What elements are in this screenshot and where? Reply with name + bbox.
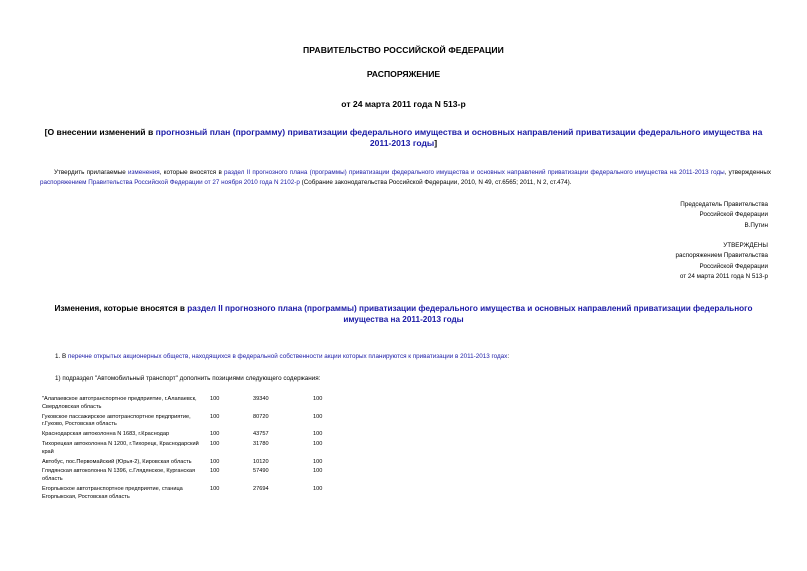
approval-block [676,241,768,282]
approval-heading: УТВЕРЖДЕНЫ [723,242,768,249]
share-percent: 100 [210,468,220,475]
privatized-percent: 100 [313,458,323,465]
share-count: 27694 [253,485,269,492]
share-percent: 100 [210,485,220,492]
section-ii-link[interactable]: раздел II прогнозного плана (программы) приватизации федерального имущества и основных направлений приватизации федерального имущества на 2011-2013 годы [224,169,725,176]
title-prefix: [О внесении изменений в [44,127,156,137]
company-name: Автобус, пос.Первомайский (Юрья-2), Кировская область [42,458,192,465]
changes-heading-link[interactable]: раздел II прогнозного плана (программы) приватизации федерального имущества и основных направлений приватизации федерального имущества на 2011-2013 годы [187,304,753,324]
table-row [42,414,353,432]
approval-line-3: Российской Федерации [699,262,768,270]
changes-heading [40,303,767,325]
intro-text-4: (Собрание законодательства Российской Федерации, 2010, N 49, ст.6565; 2011, N 2, ст.474). [299,179,572,186]
table-row [42,468,353,486]
title-link[interactable]: прогнозный план (программу) приватизации федерального имущества и основных направлений приватизации федерального имущества на 2011-2013 годы [155,127,763,148]
table-row [42,486,353,504]
order-2102-link[interactable]: распоряжением Правительства Российской Федерации от 27 ноября 2010 года N 2102-р [40,179,300,186]
share-count: 10120 [253,458,269,465]
approval-date: от 24 марта 2011 года N 513-р [679,272,768,280]
share-percent: 100 [210,431,220,438]
privatized-percent: 100 [313,431,323,438]
intro-paragraph [40,168,771,188]
signature-name: В.Путин [744,221,768,229]
table-row [42,396,353,414]
intro-text-2: , которые вносятся в [159,169,225,176]
company-name: Гуковское пассажирское автотранспортное предприятие, г.Гуково, Ростовская область [42,413,191,428]
share-count: 57490 [253,468,269,475]
government-heading: ПРАВИТЕЛЬСТВО РОССИЙСКОЙ ФЕДЕРАЦИИ [303,45,504,55]
share-percent: 100 [210,440,220,447]
changes-heading-prefix: Изменения, которые вносятся в [54,304,188,313]
share-count: 80720 [253,413,269,420]
company-name: Тихорецкая автоколонна N 1200, г.Тихорецк, Краснодарский край [42,440,199,455]
document-title [36,127,771,149]
company-name: Краснодарская автоколонна N 1683, г.Краснодар [42,431,170,438]
table-row [42,459,353,469]
intro-text-1: Утвердить прилагаемые [54,169,129,176]
company-name: Глядянская автоколонна N 1396, с.Глядянское, Курганская область [42,468,196,483]
share-percent: 100 [210,413,220,420]
table-row [42,431,353,441]
share-percent: 100 [210,458,220,465]
company-name: Егорлыкское автотранспортное предприятие, станица Егорлыкская, Ростовская область [42,485,183,500]
item-1-prefix: 1. В [55,353,68,360]
privatized-percent: 100 [313,485,323,492]
privatized-percent: 100 [313,468,323,475]
document-date: от 24 марта 2011 года N 513-р [341,99,466,109]
document-type-heading: РАСПОРЯЖЕНИЕ [366,69,441,79]
table-row [42,441,353,459]
item-2: 1) подраздел "Автомобильный транспорт" дополнить позициями следующего содержания: [55,375,321,382]
signature-block [680,200,768,231]
item-1-link[interactable]: перечне открытых акционерных обществ, находящихся в федеральной собственности акции которых планируются к приватизации в 2011-2013 годах [67,353,508,360]
signature-country: Российской Федерации [699,211,768,219]
item-1-suffix: : [507,353,510,360]
approval-line-2: распоряжением Правительства [675,252,768,260]
share-percent: 100 [210,396,220,402]
changes-link[interactable]: изменения [128,169,160,176]
privatized-percent: 100 [313,413,323,420]
share-count: 31780 [253,440,269,447]
signature-position: Председатель Правительства [680,201,768,208]
share-count: 43757 [253,431,269,438]
intro-text-3: , утвержденных [724,169,771,176]
item-1 [55,352,509,361]
share-count: 39340 [253,396,269,402]
title-suffix: ] [434,138,438,148]
company-name: "Алапаевское автотранспортное предприятие, г.Алапаевск, Свердловская область [42,396,197,410]
privatized-percent: 100 [313,396,323,402]
privatized-percent: 100 [313,440,323,447]
companies-table [42,396,353,504]
